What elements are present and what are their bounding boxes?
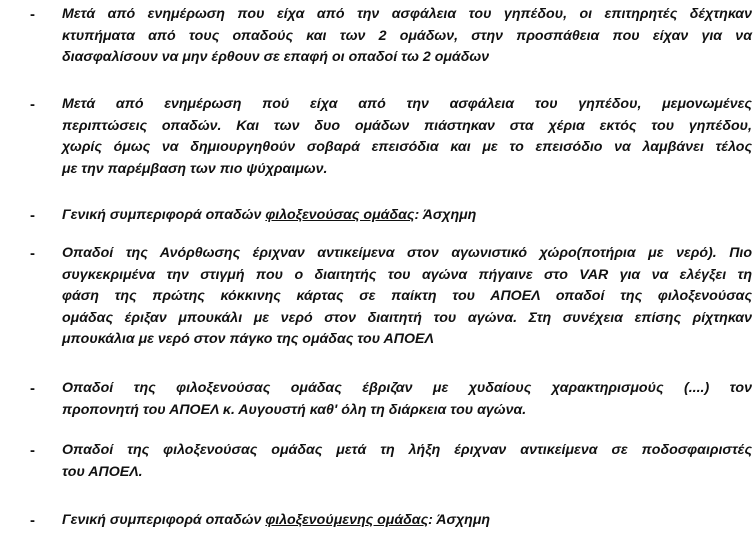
team-label-underlined: φιλοξενούμενης ομάδας	[265, 512, 429, 528]
text-line: διασφαλίσουν να μην έρθουν σε επαφή οι οπαδοί τω 2 ομάδων	[62, 49, 490, 65]
bullet-dash: -	[30, 442, 35, 459]
bullet-dash: -	[30, 380, 35, 397]
bullet-dash: -	[30, 245, 35, 262]
text-line: Μετά από ενημέρωση πού είχα από την ασφάλεια του γηπέδου, μεμονωμένες	[62, 96, 752, 112]
text-line: Οπαδοί της Ανόρθωσης έριχναν αντικείμενα στον αγωνιστικό χώρο(ποτήρια με νερό). Πιο	[62, 245, 752, 261]
text-line: χωρίς όμως να δημιουργηθούν σοβαρά επεισόδια και με το επεισόδιο να λαμβάνει τέλος	[62, 139, 752, 155]
paragraph-text	[62, 378, 752, 421]
list-item	[0, 243, 756, 353]
list-item	[0, 205, 756, 227]
text-line: Οπαδοί της φιλοξενούσας ομάδας έβριζαν με χυδαίους χαρακτηρισμούς (....) τον	[62, 380, 752, 396]
summary-verdict: : Άσχημη	[428, 512, 491, 528]
paragraph-text	[62, 94, 752, 180]
paragraph-text	[62, 440, 752, 483]
text-line: Μετά από ενημέρωση που είχα από την ασφάλεια του γηπέδου, οι επιτηρητές δέχτηκαν	[62, 6, 752, 22]
text-line	[62, 205, 752, 227]
list-item	[0, 4, 756, 70]
summary-verdict: : Άσχημη	[414, 207, 477, 223]
text-line: συγκεκριμένα την στιγμή που ο διαιτητής του αγώνα πήγαινε στο VAR για να ελέγξει τη	[62, 266, 752, 283]
text-line: του ΑΠΟΕΛ.	[62, 463, 143, 480]
text-line: με την παρέμβαση των πιο ψύχραιμων.	[62, 160, 328, 177]
paragraph-text	[62, 243, 752, 351]
text-line: Οπαδοί της φιλοξενούσας ομάδας μετά τη λήξη έριχναν αντικείμενα σε ποδοσφαιριστές	[62, 442, 752, 458]
list-item	[0, 94, 756, 182]
team-label-underlined: φιλοξενούσας ομάδας	[265, 207, 415, 223]
text-line	[62, 510, 752, 532]
bullet-dash: -	[30, 6, 35, 23]
bullet-dash: -	[30, 512, 35, 529]
bullet-dash: -	[30, 96, 35, 113]
text-line: προπονητή του ΑΠΟΕΛ κ. Αυγουστή καθ' όλη τη διάρκεια του αγώνα.	[62, 401, 527, 418]
text-line: περιπτώσεις οπαδών. Και των δυο ομάδων πιάστηκαν στα χέρια εκτός του γηπέδου,	[62, 117, 752, 134]
text-line: ομάδας έριξαν μπουκάλι με νερό στον διαιτητή του αγώνα. Στη συνέχεια επίσης ρίχτηκαν	[62, 309, 752, 326]
summary-prefix: Γενική συμπεριφορά οπαδών	[62, 207, 266, 223]
text-line: φάση της πρώτης κόκκινης κάρτας σε παίκτη του ΑΠΟΕΛ οπαδοί της φιλοξενούσας	[62, 288, 752, 304]
text-line: κτυπήματα από τους οπαδούς και των 2 ομάδων, στην προσπάθεια που είχαν για να	[62, 27, 752, 44]
list-item	[0, 440, 756, 484]
bullet-dash: -	[30, 207, 35, 224]
summary-prefix: Γενική συμπεριφορά οπαδών	[62, 512, 266, 528]
list-item	[0, 378, 756, 422]
behavior-summary-home	[62, 205, 752, 227]
text-line: μπουκάλια με νερό στον πάγκο της ομάδας του ΑΠΟΕΛ	[62, 331, 434, 347]
paragraph-text	[62, 4, 752, 69]
behavior-summary-away	[62, 510, 752, 532]
list-item	[0, 510, 756, 532]
